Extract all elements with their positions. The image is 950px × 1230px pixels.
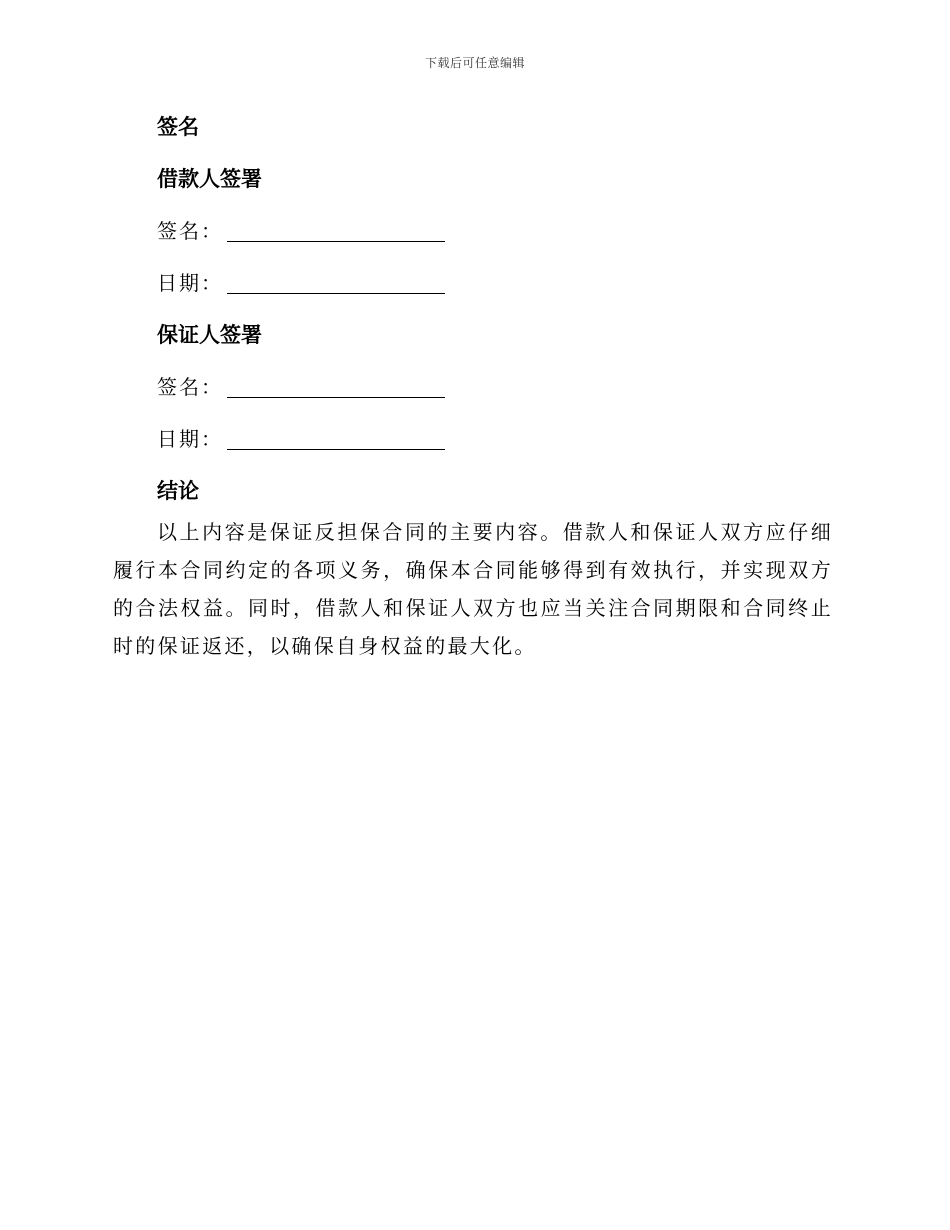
document-body xyxy=(113,111,833,665)
guarantor-sign-blank xyxy=(227,377,445,398)
guarantor-date-label: 日期： xyxy=(157,427,223,451)
borrower-date-blank xyxy=(227,273,445,294)
guarantor-date-line xyxy=(157,423,833,455)
guarantor-sign-line xyxy=(157,371,833,403)
borrower-date-line xyxy=(157,267,833,299)
borrower-signature-title: 借款人签署 xyxy=(157,167,262,191)
borrower-sign-blank xyxy=(227,221,445,242)
signature-title: 签名 xyxy=(157,115,199,139)
page-header: 下载后可任意编辑 xyxy=(424,56,525,70)
guarantor-date-blank xyxy=(227,429,445,450)
guarantor-sign-label: 签名： xyxy=(157,375,223,399)
guarantor-signature-title: 保证人签署 xyxy=(157,323,262,347)
borrower-date-label: 日期： xyxy=(157,271,223,295)
conclusion-paragraph: 以上内容是保证反担保合同的主要内容。借款人和保证人双方应仔细履行本合同约定的各项义务，确保本合同能够得到有效执行，并实现双方的合法权益。同时，借款人和保证人双方也应当关注合同期限和合同终止时的保证返还，以确保自身权益的最大化。 xyxy=(113,520,833,658)
borrower-sign-line xyxy=(157,215,833,247)
conclusion-title: 结论 xyxy=(157,479,199,503)
borrower-sign-label: 签名： xyxy=(157,219,223,243)
